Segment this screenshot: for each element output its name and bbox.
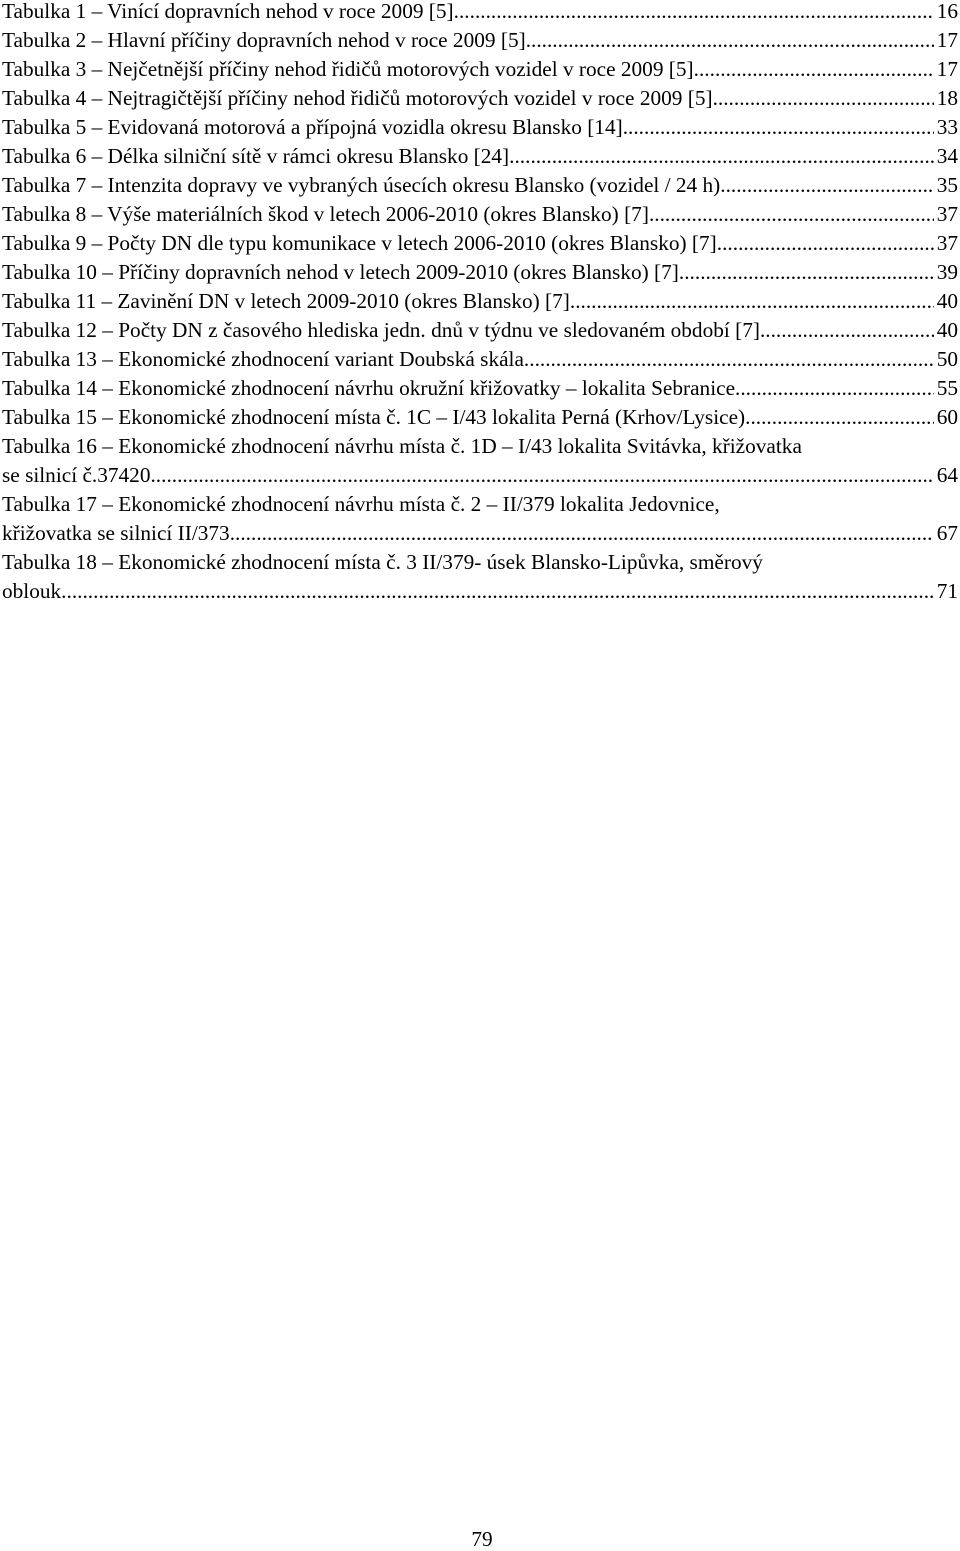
toc-entry-page: 17 xyxy=(936,57,958,81)
dot-leader xyxy=(745,403,934,432)
toc-entry-page: 40 xyxy=(936,289,958,313)
toc-entry[interactable] xyxy=(2,84,958,113)
page-number: 79 xyxy=(471,1527,493,1551)
toc-entry-page: 55 xyxy=(936,376,958,400)
dot-leader xyxy=(717,229,934,258)
dot-leader xyxy=(230,519,934,548)
toc-entry[interactable] xyxy=(2,432,958,490)
toc-entry-page: 17 xyxy=(936,28,958,52)
dot-leader xyxy=(713,84,934,113)
toc-entry-label: Tabulka 5 – Evidovaná motorová a přípojná vozidla okresu Blansko [14] xyxy=(2,115,623,139)
dot-leader xyxy=(649,200,934,229)
toc-entry[interactable] xyxy=(2,200,958,229)
toc-entry-label: Tabulka 12 – Počty DN z časového hlediska jedn. dnů v týdnu ve sledovaném období [7] xyxy=(2,318,760,342)
toc-entry-page: 50 xyxy=(936,347,958,371)
toc-entry-label: Tabulka 2 – Hlavní příčiny dopravních nehod v roce 2009 [5] xyxy=(2,28,526,52)
dot-leader xyxy=(150,461,933,490)
toc-entry[interactable] xyxy=(2,316,958,345)
toc-entry[interactable] xyxy=(2,548,958,606)
toc-entry-label: Tabulka 7 – Intenzita dopravy ve vybraných úsecích okresu Blansko (vozidel / 24 h) xyxy=(2,173,721,197)
toc-entry-label: Tabulka 11 – Zavinění DN v letech 2009-2010 (okres Blansko) [7] xyxy=(2,289,570,313)
toc-entry[interactable] xyxy=(2,258,958,287)
toc-entry-label: Tabulka 8 – Výše materiálních škod v letech 2006-2010 (okres Blansko) [7] xyxy=(2,202,649,226)
toc-entry-page: 37 xyxy=(936,202,958,226)
dot-leader xyxy=(509,142,934,171)
toc-entry[interactable] xyxy=(2,287,958,316)
toc-entry[interactable] xyxy=(2,490,958,548)
toc-entry[interactable] xyxy=(2,171,958,200)
toc-entry-label: Tabulka 14 – Ekonomické zhodnocení návrhu okružní křižovatky – lokalita Sebranice xyxy=(2,376,736,400)
toc-entry-page: 18 xyxy=(936,86,958,110)
dot-leader xyxy=(61,577,934,606)
toc-entry[interactable] xyxy=(2,26,958,55)
toc-entry-label-line1: Tabulka 16 – Ekonomické zhodnocení návrhu místa č. 1D – I/43 lokalita Svitávka, křižovatka xyxy=(2,434,802,458)
toc-entry-label: Tabulka 13 – Ekonomické zhodnocení variant Doubská skála xyxy=(2,347,524,371)
toc-entry[interactable] xyxy=(2,113,958,142)
dot-leader xyxy=(694,55,934,84)
toc-entry-page: 37 xyxy=(936,231,958,255)
toc-entry-label: Tabulka 10 – Příčiny dopravních nehod v letech 2009-2010 (okres Blansko) [7] xyxy=(2,260,679,284)
toc-entry-label: Tabulka 9 – Počty DN dle typu komunikace v letech 2006-2010 (okres Blansko) [7] xyxy=(2,231,717,255)
toc-entry-label-line1: Tabulka 17 – Ekonomické zhodnocení návrhu místa č. 2 – II/379 lokalita Jedovnice, xyxy=(2,492,720,516)
toc-entry-page: 40 xyxy=(936,318,958,342)
toc-entry-page: 71 xyxy=(936,579,958,603)
toc-entry[interactable] xyxy=(2,374,958,403)
toc-entry-label: Tabulka 6 – Délka silniční sítě v rámci okresu Blansko [24] xyxy=(2,144,510,168)
toc-entry[interactable] xyxy=(2,229,958,258)
toc-entry-label: oblouk xyxy=(2,579,62,603)
dot-leader xyxy=(720,171,933,200)
toc-entry-label: se silnicí č.37420 xyxy=(2,463,151,487)
toc-entry[interactable] xyxy=(2,55,958,84)
toc-entry[interactable] xyxy=(2,0,958,26)
toc-entry-label: křižovatka se silnicí II/373 xyxy=(2,521,230,545)
toc-entry-page: 16 xyxy=(936,0,958,23)
toc-entry-label: Tabulka 1 – Vinící dopravních nehod v roce 2009 [5] xyxy=(2,0,454,23)
dot-leader xyxy=(679,258,934,287)
dot-leader xyxy=(735,374,934,403)
toc-entry-page: 34 xyxy=(936,144,958,168)
dot-leader xyxy=(623,113,934,142)
toc-entry-page: 67 xyxy=(936,521,958,545)
dot-leader xyxy=(526,26,934,55)
toc-entry-page: 33 xyxy=(936,115,958,139)
toc-entry[interactable] xyxy=(2,403,958,432)
toc-entry-page: 64 xyxy=(936,463,958,487)
toc-entry-page: 60 xyxy=(936,405,958,429)
toc-entry[interactable] xyxy=(2,345,958,374)
dot-leader xyxy=(524,345,934,374)
dot-leader xyxy=(760,316,934,345)
toc-entry[interactable] xyxy=(2,142,958,171)
table-of-tables xyxy=(2,0,958,606)
dot-leader xyxy=(454,0,934,26)
dot-leader xyxy=(570,287,934,316)
toc-entry-page: 39 xyxy=(936,260,958,284)
toc-entry-page: 35 xyxy=(936,173,958,197)
toc-entry-label-line1: Tabulka 18 – Ekonomické zhodnocení místa č. 3 II/379- úsek Blansko-Lipůvka, směrový xyxy=(2,550,763,574)
toc-entry-label: Tabulka 3 – Nejčetnější příčiny nehod řidičů motorových vozidel v roce 2009 [5] xyxy=(2,57,694,81)
toc-entry-label: Tabulka 4 – Nejtragičtější příčiny nehod řidičů motorových vozidel v roce 2009 [5] xyxy=(2,86,713,110)
toc-entry-label: Tabulka 15 – Ekonomické zhodnocení místa č. 1C – I/43 lokalita Perná (Krhov/Lysice) xyxy=(2,405,746,429)
